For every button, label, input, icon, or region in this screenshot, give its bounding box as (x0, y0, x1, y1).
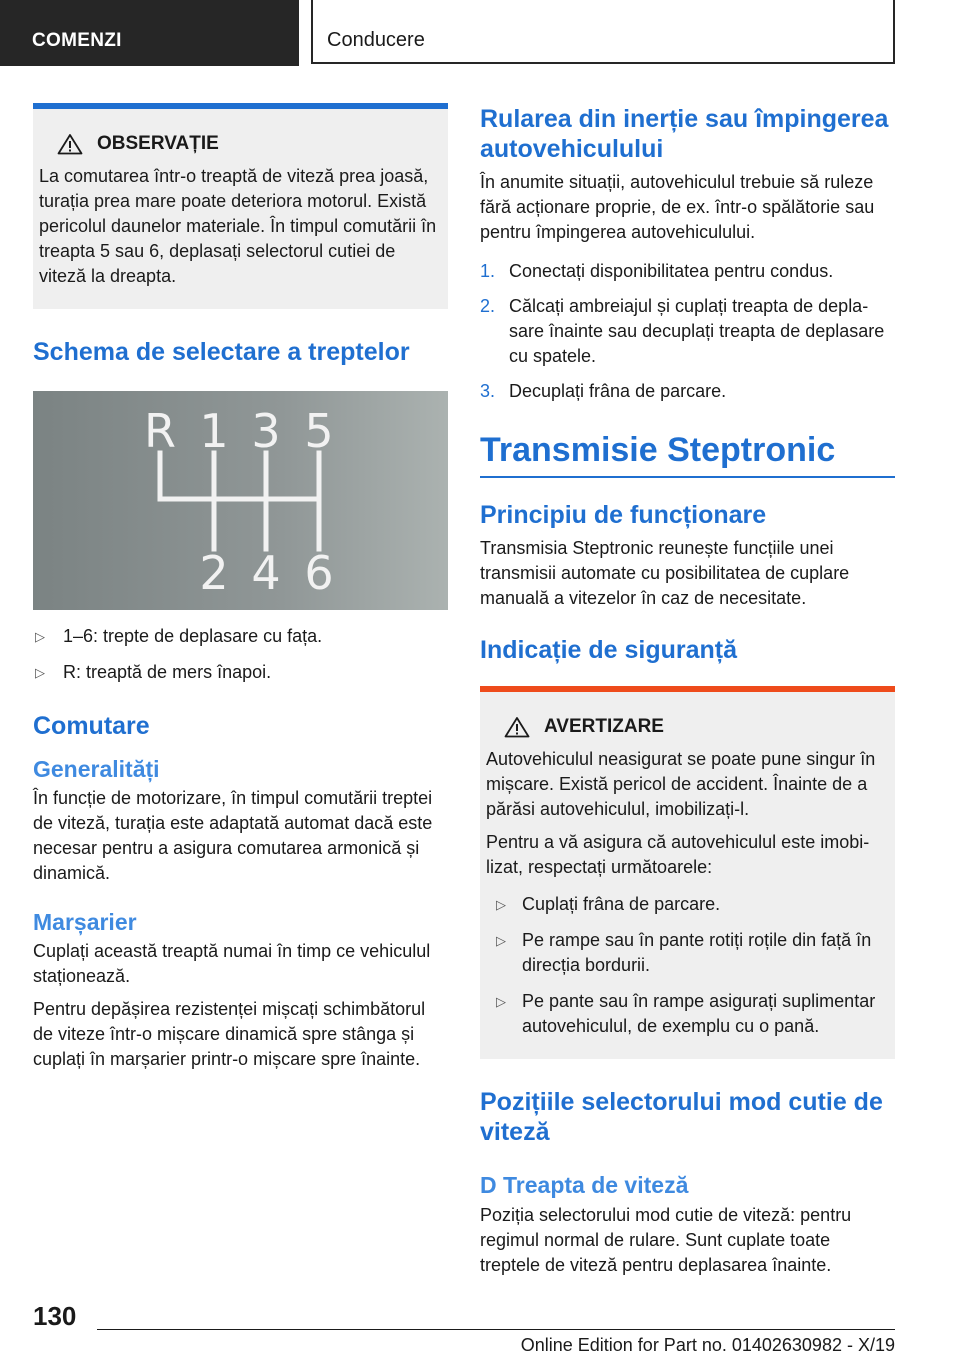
gear-label-1: 1 (199, 404, 229, 458)
gear-label-3: 3 (251, 404, 281, 458)
marsarier-text-2: Pentru depășirea rezistenței mișcați schimbătorul de viteze într-o mișcare dinamică spre stânga și cuplați în marșarier printr-o mișcare spre înainte. (33, 999, 426, 1069)
gear-label-6: 6 (304, 546, 334, 600)
treapta-heading: D Treapta de viteză (480, 1172, 689, 1198)
triangle-right-icon: ▷ (496, 897, 506, 912)
triangle-right-icon: ▷ (35, 665, 45, 680)
right-column (480, 104, 895, 1286)
rulare-text: În anumite situații, autovehiculul trebuie să ruleze fără acționare proprie, de ex. într-o spălătorie sau pentru împingerea autovehiculului. (480, 172, 875, 242)
gear-shift-pattern (33, 391, 448, 610)
list-item: 3. Decuplați frâna de parcare. (480, 381, 727, 401)
rulare-steps (480, 259, 895, 404)
comutare-heading: Comutare (33, 712, 150, 740)
notice-title (486, 716, 889, 738)
list-item: 2. Călcați ambreiajul și cuplați treapta de deplasare înainte sau decuplați treapta de deplasare cu spatele. (480, 296, 885, 366)
pozitii-heading: Pozițiile selectorului mod cutie de viteză (480, 1088, 883, 1146)
marsarier-text-1: Cuplați această treaptă numai în timp ce vehiculul staționează. (33, 941, 431, 986)
footer-divider (97, 1329, 895, 1330)
notice-text: La comutarea într-o treaptă de viteză prea joasă, turația prea mare poate deteriora motorul. Există pericolul daunelor materiale. În timpul comutării în treapta 5 sau 6, deplasați selectorul cutiei de viteză la dreapta. (39, 166, 437, 286)
treapta-text: Poziția selectorului mod cutie de viteză: pentru regimul normal de rulare. Sunt cuplate toate treptele de viteză pentru deplasarea înainte. (480, 1205, 852, 1275)
gear-label-4: 4 (251, 546, 281, 600)
indicatie-heading: Indicație de siguranță (480, 636, 738, 664)
principiu-text: Transmisia Steptronic reunește funcțiile unei transmisii automate cu posibilitatea de cuplare manuală a vitezelor în caz de necesitate. (480, 538, 850, 608)
warning-triangle-icon (57, 133, 83, 155)
gear-legend (33, 624, 448, 685)
triangle-right-icon: ▷ (496, 933, 506, 948)
steptronic-heading: Transmisie Steptronic (480, 430, 895, 478)
list-item: ▷ Pe pante sau în rampe asigurați suplimentar autovehiculul, de exemplu cu o pană. (496, 991, 876, 1036)
page-number: 130 (33, 1301, 77, 1331)
list-item: 1. Conectați disponibilitatea pentru condus. (480, 261, 834, 281)
left-column (33, 103, 448, 1080)
rulare-heading: Rularea din inerție sau împingerea autovehiculului (480, 105, 889, 163)
section-tab: COMENZI (0, 0, 299, 66)
page-header (0, 0, 960, 66)
notice-title (39, 133, 442, 155)
avertizare-notice (480, 686, 895, 1059)
warning-triangle-icon (504, 716, 530, 738)
warning-list (486, 892, 889, 1039)
warning-text-1: Autovehiculul neasigurat se poate pune singur în mișcare. Există pericol de accident. Înainte de a părăsi autovehiculul, imobilizați-l. (486, 749, 876, 819)
schema-heading: Schema de selectare a treptelor (33, 338, 410, 366)
edition-text: Online Edition for Part no. 01402630982 - X/19 (520, 1335, 895, 1355)
principiu-heading: Principiu de funcționare (480, 501, 767, 529)
marsarier-heading: Marșarier (33, 909, 137, 935)
triangle-right-icon: ▷ (496, 994, 506, 1009)
list-item: ▷ R: treaptă de mers înapoi. (33, 660, 448, 685)
gear-label-5: 5 (304, 404, 334, 458)
list-item: ▷ Pe rampe sau în pante rotiți roțile din față în direcția bordurii. (496, 930, 872, 975)
list-item: ▷ 1–6: trepte de deplasare cu fața. (33, 624, 448, 649)
gear-diagram-image (33, 391, 448, 610)
list-item: ▷ Cuplați frâna de parcare. (486, 892, 889, 917)
notice-title-text: AVERTIZARE (544, 716, 664, 737)
triangle-right-icon: ▷ (35, 629, 45, 644)
chapter-title: Conducere (311, 0, 895, 64)
warning-text-2: Pentru a vă asigura că autovehiculul este imobilizat, respectați următoarele: (486, 832, 870, 877)
generalitati-text: În funcție de motorizare, în timpul comutării treptei de viteză, turația este adaptată automat dacă este necesar pentru a asigura comutarea armonică și dinamică. (33, 788, 433, 883)
observatie-notice (33, 103, 448, 309)
generalitati-heading: Generalități (33, 756, 160, 782)
gear-label-2: 2 (199, 546, 229, 600)
notice-title-text: OBSERVAȚIE (97, 133, 219, 154)
gear-label-r: R (144, 404, 176, 458)
